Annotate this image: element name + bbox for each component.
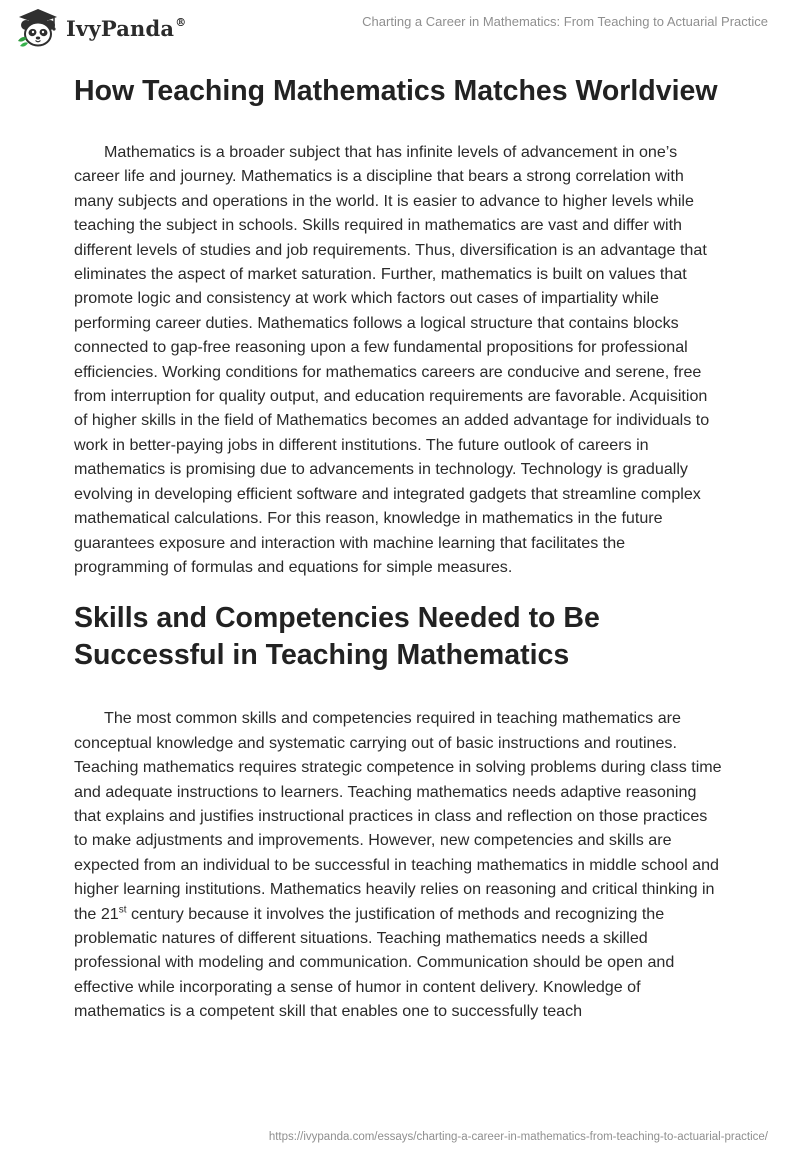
registered-mark: ® [175,15,187,29]
panda-mascot-icon [16,8,60,48]
essay-content [74,70,724,1024]
ivypanda-logo[interactable] [16,8,186,48]
section-heading-worldview: How Teaching Mathematics Matches Worldview [74,75,718,107]
section-paragraph-worldview: Mathematics is a broader subject that has infinite levels of advancement in one’s career life and journey. Mathematics is a discipline that bears a strong correlation with many subjects and operations in the world. It is easier to advance to higher levels while teaching the subject in schools. Skills required in mathematics are vast and differ with different levels of studies and job requirements. Thus, diversification is an advantage that eliminates the aspect of market saturation. Further, mathematics is built on values that promote logic and consistency at work which factors out cases of impartiality while performing career duties. Mathematics follows a logical structure that contains blocks connected to gap-free reasoning upon a few fundamental propositions for professional efficiencies. Working conditions for mathematics careers are conducive and serene, free from interruption for quality output, and education requirements are favorable. Acquisition of higher skills in the field of Mathematics becomes an added advantage for individuals to work in better-paying jobs in different institutions. The future outlook of careers in mathematics is promising due to advancements in technology. Technology is gradually evolving in developing efficient software and integrated gadgets that streamline complex mathematical calculations. For this reason, knowledge in mathematics in the future guarantees exposure and interaction with machine learning that facilitates the programming of formulas and equations for simple measures. [74,143,710,576]
ordinal-superscript: st [118,904,127,916]
page-header [0,0,800,68]
paragraph-text: century because it involves the justification of methods and recognizing the problematic natures of different situations. Teaching mathematics needs a skilled professional with modeling and communication. Communication should be open and effective while incorporating a sense of humor in content delivery. Knowledge of mathematics is a competent skill that enables one to successfully teach [74,904,675,1021]
section-heading-skills: Skills and Competencies Needed to Be Successful in Teaching Mathematics [74,602,600,672]
paragraph-text: The most common skills and competencies required in teaching mathematics are conceptual knowledge and systematic carrying out of basic instructions and routines. Teaching mathematics requires strategic competence in solving problems during class time and adequate instructions to learners. Teaching mathematics needs adaptive reasoning that explains and justifies instructional practices in class and reflection on those practices to make adjustments and improvements. However, new competencies and skills are expected from an individual to be successful in teaching mathematics in middle school and higher learning institutions. Mathematics heavily relies on reasoning and critical thinking in the 21 [74,709,722,923]
section-paragraph-skills [74,706,724,1023]
document-title: Charting a Career in Mathematics: From Teaching to Actuarial Practice [362,14,768,29]
source-url[interactable]: https://ivypanda.com/essays/charting-a-career-in-mathematics-from-teaching-to-actuarial-practice/ [268,1131,768,1143]
brand-name: IvyPanda® [66,15,187,41]
